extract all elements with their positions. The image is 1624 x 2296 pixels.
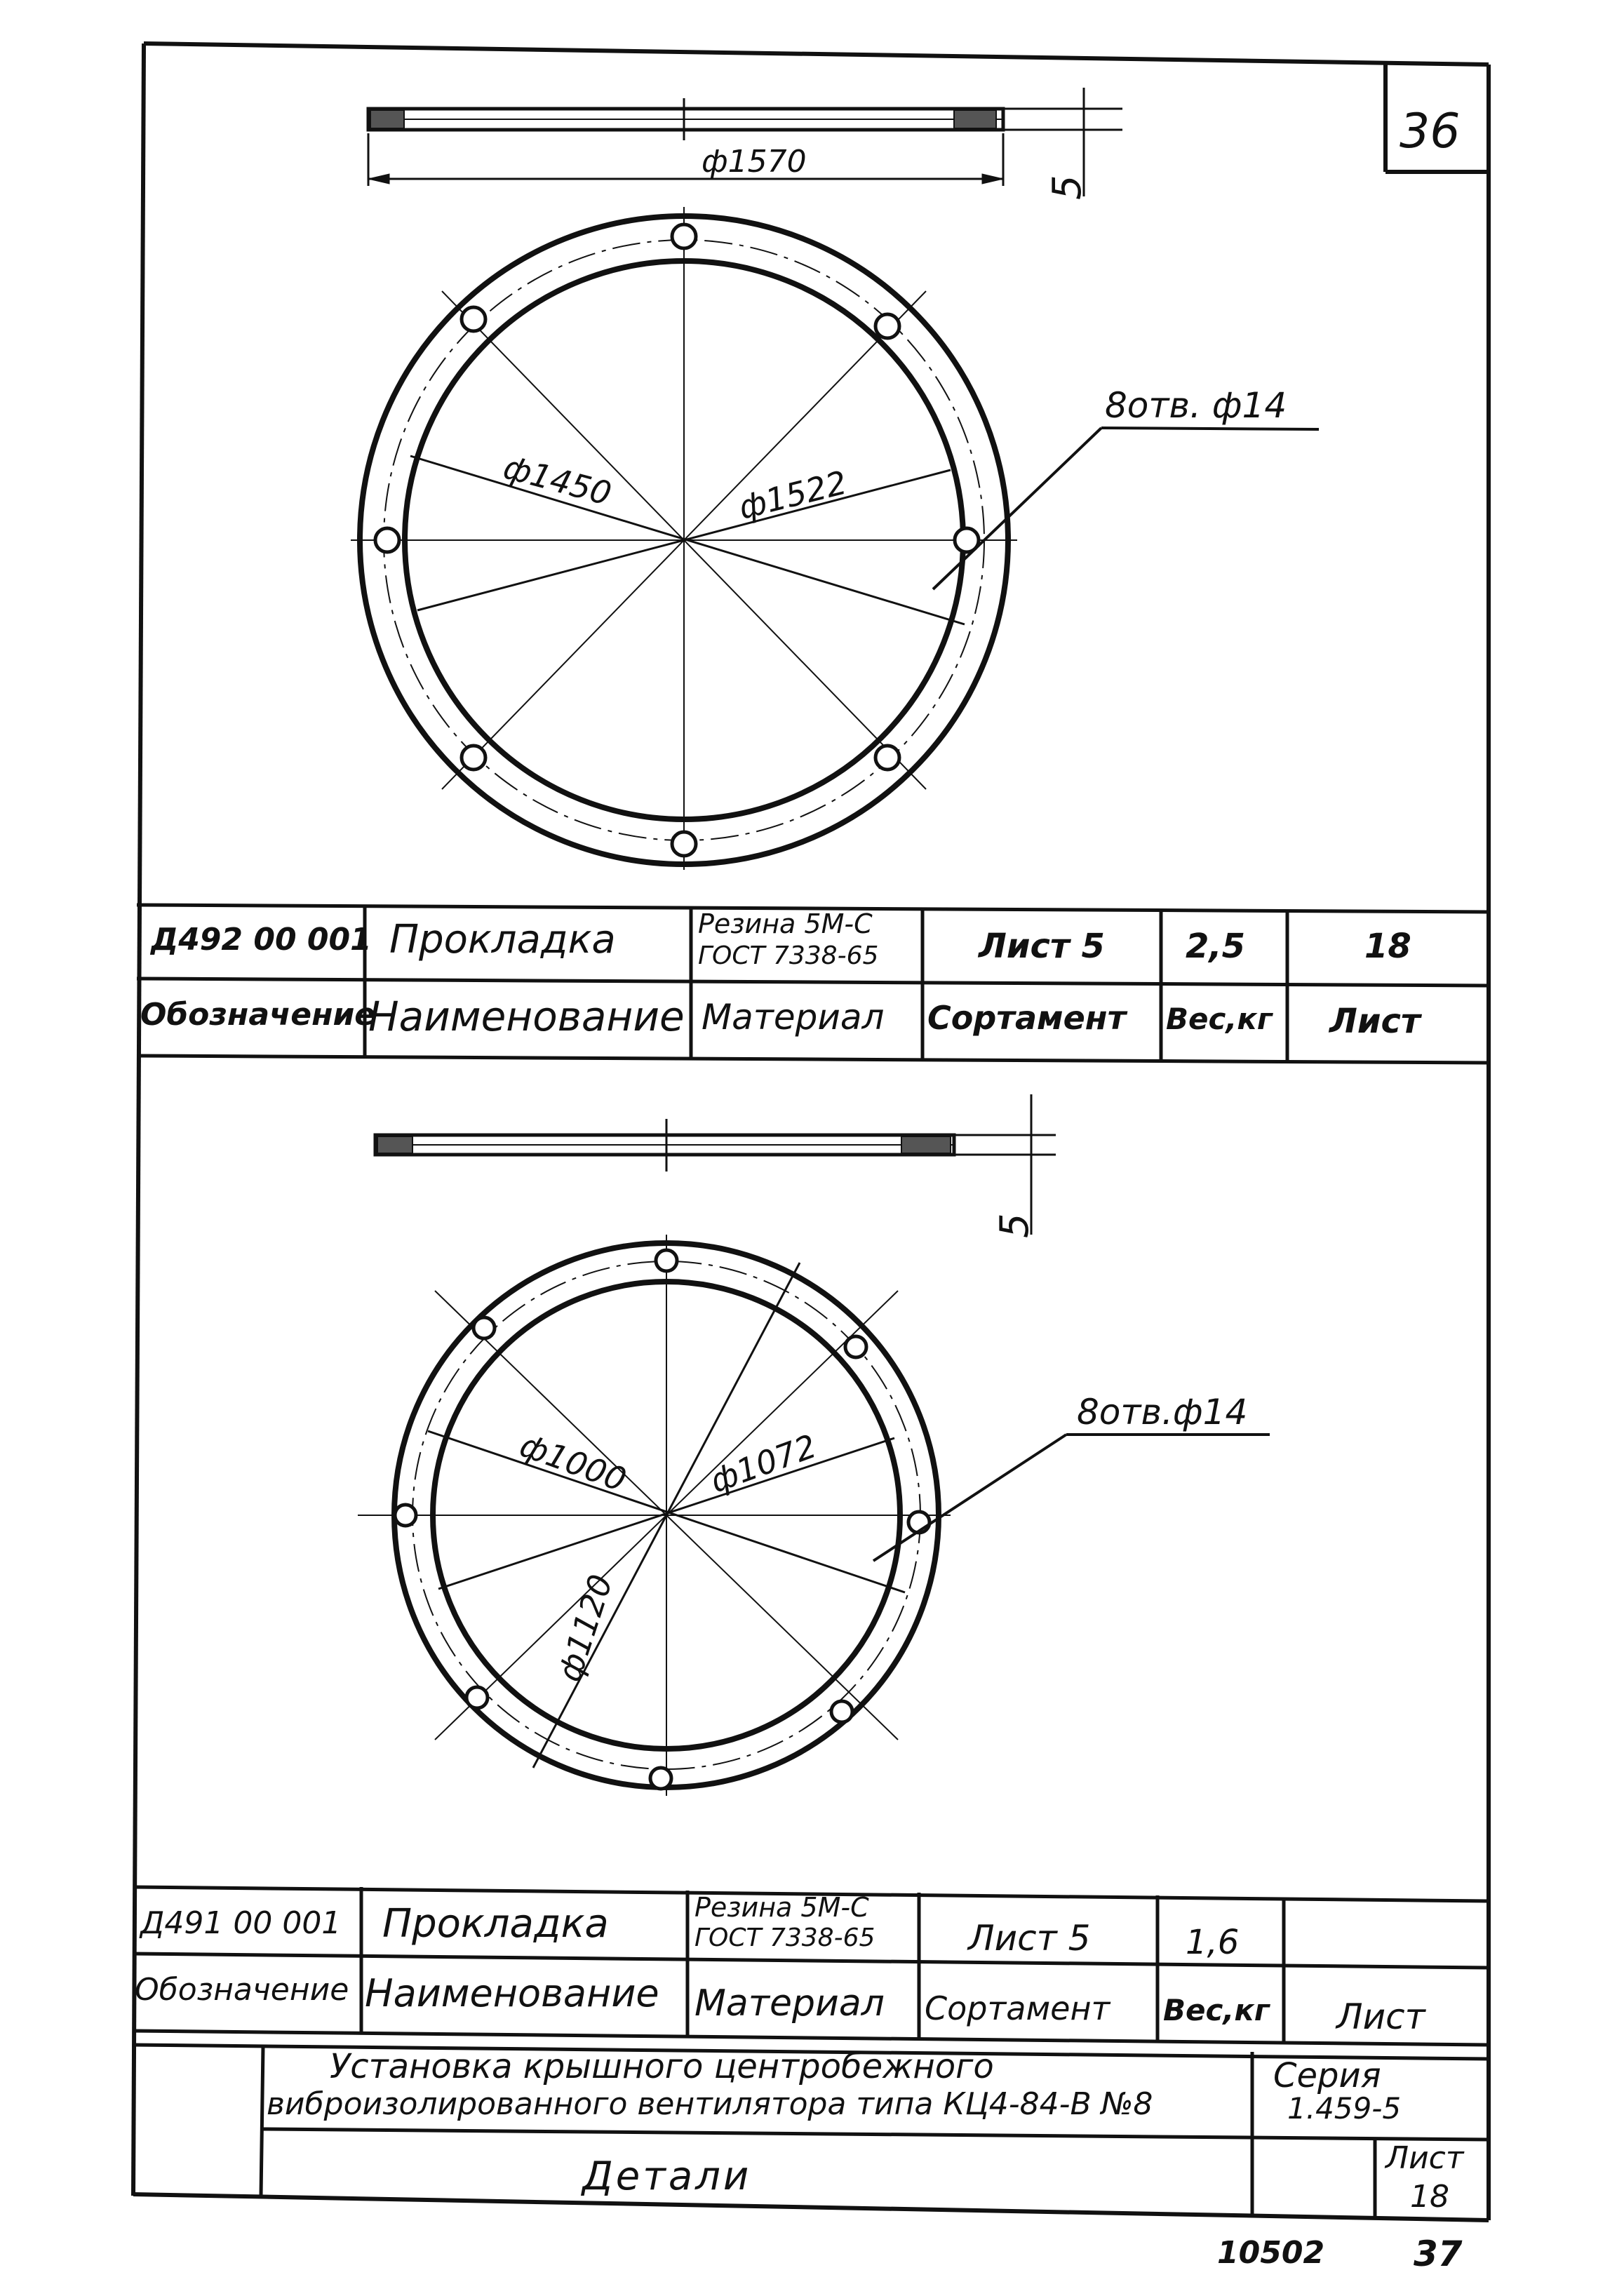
part2-hole-icon bbox=[831, 1701, 852, 1722]
part2-outer-diameter-label: ф1120 bbox=[550, 1569, 620, 1686]
title-line1: Установка крышного центробежного bbox=[330, 2047, 994, 2086]
part2-header-weight: Вес,кг bbox=[1163, 1993, 1270, 2027]
part1-header-assortment: Сортамент bbox=[927, 999, 1127, 1037]
part2-header-assortment: Сортамент bbox=[925, 1989, 1110, 2027]
part1-hole-icon bbox=[375, 528, 399, 552]
part2-material-line2: ГОСТ 7338-65 bbox=[694, 1924, 875, 1952]
part1-hole-icon bbox=[672, 832, 696, 856]
part2-assortment: Лист 5 bbox=[968, 1918, 1091, 1959]
part1-header-sheet: Лист bbox=[1329, 1002, 1421, 1041]
part1-header-name: Наименование bbox=[368, 993, 685, 1040]
part1-holes-label: 8отв. ф14 bbox=[1105, 385, 1287, 426]
part2-bolt-circle-label: ф1072 bbox=[705, 1427, 821, 1501]
part1-hole-icon bbox=[875, 746, 899, 770]
part2-hole-icon bbox=[474, 1317, 495, 1338]
part1-inner-diameter-label: ф1450 bbox=[499, 448, 616, 513]
series-value: 1.459-5 bbox=[1287, 2091, 1402, 2126]
drawing-subtitle: Детали bbox=[582, 2154, 752, 2199]
part1-weight: 2,5 bbox=[1186, 927, 1246, 966]
part1-header-designation: Обозначение bbox=[140, 997, 376, 1033]
part1-thickness-label: 5 bbox=[1045, 175, 1090, 200]
part2-hole-icon bbox=[845, 1336, 866, 1357]
part1-designation: Д492 00 001 bbox=[151, 922, 372, 958]
series-label: Серия bbox=[1273, 2056, 1381, 2095]
part1-hole-icon bbox=[462, 307, 485, 331]
part2-inner-diameter-label: ф1000 bbox=[515, 1425, 631, 1499]
part2-hole-icon bbox=[656, 1250, 677, 1271]
footer-page-number: 37 bbox=[1414, 2234, 1463, 2274]
footer-doc-number: 10502 bbox=[1217, 2235, 1325, 2271]
part2-header-name: Наименование bbox=[365, 1971, 659, 2015]
part1-side-view bbox=[368, 88, 1122, 196]
part1-material-line1: Резина 5М-С bbox=[698, 908, 873, 939]
part2-holes-label: 8отв.ф14 bbox=[1077, 1392, 1248, 1432]
part1-assortment: Лист 5 bbox=[979, 927, 1105, 966]
part2-designation: Д491 00 001 bbox=[140, 1905, 342, 1941]
part1-hole-leader bbox=[933, 428, 1319, 589]
part1-header-material: Материал bbox=[702, 997, 885, 1038]
part1-hole-icon bbox=[462, 746, 485, 770]
part2-weight: 1,6 bbox=[1186, 1923, 1240, 1962]
part2-side-view bbox=[375, 1094, 1056, 1235]
part2-hole-icon bbox=[467, 1687, 488, 1708]
part2-name: Прокладка bbox=[382, 1901, 609, 1947]
part2-thickness-label: 5 bbox=[992, 1213, 1038, 1238]
part2-hole-icon bbox=[395, 1505, 416, 1526]
part2-header-designation: Обозначение bbox=[135, 1972, 349, 2008]
part1-name: Прокладка bbox=[389, 917, 616, 962]
part2-header-material: Материал bbox=[694, 1982, 885, 2025]
part2-hole-icon bbox=[650, 1768, 671, 1789]
sheet-label: Лист bbox=[1385, 2140, 1464, 2176]
part2-material-line1: Резина 5М-С bbox=[694, 1892, 869, 1923]
part2-header-sheet: Лист bbox=[1336, 1996, 1425, 2037]
part1-plan-view bbox=[351, 207, 1017, 870]
part2-plan-view bbox=[358, 1235, 951, 1796]
sheet-number-top: 36 bbox=[1400, 104, 1461, 159]
title-line2: виброизолированного вентилятора типа КЦ4-84-В №8 bbox=[267, 2086, 1153, 2122]
part1-hole-icon bbox=[875, 314, 899, 338]
part1-outer-diameter-label: ф1570 bbox=[702, 144, 807, 180]
part1-sheet: 18 bbox=[1364, 927, 1411, 966]
part1-material-line2: ГОСТ 7338-65 bbox=[698, 941, 879, 970]
part1-bolt-circle-label: ф1522 bbox=[734, 463, 851, 527]
part1-hole-icon bbox=[672, 224, 696, 248]
sheet-value: 18 bbox=[1410, 2179, 1449, 2215]
part1-header-weight: Вес,кг bbox=[1166, 1002, 1273, 1036]
